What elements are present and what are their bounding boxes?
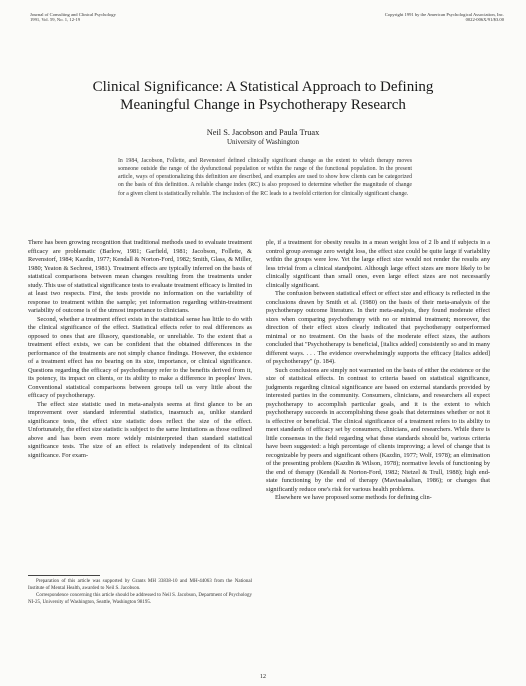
- title-line-1: Clinical Significance: A Statistical Approach to Defining: [92, 79, 434, 95]
- journal-citation: [30, 12, 116, 23]
- body-column-right: [266, 239, 490, 503]
- copyright-text: Copyright 1991 by the American Psychological Association, Inc.: [384, 12, 504, 17]
- paragraph: There has been growing recognition that traditional methods used to evaluate treatment efficacy are problematic (Barlow, 1981; Garfield, 1981; Jacobson, Follette, & Revenstorf, 1984; Kazdin, 1977; Kendall & Norton-Ford, 1982; Smith, Glass, & Miller, 1980; Yeaton & Sechrest, 1981). Treatment effects are typically inferred on the basis of statistical comparisons between mean changes resulting from the treatments under study. This use of statistical significance tests to evaluate treatment efficacy is limited in at least two respects. First, the tests provide no information on the variability of response to treatment within the sample; yet information regarding within-treatment variability of outcome is of the utmost importance to clinicians.: [28, 239, 252, 314]
- correspondence-footnote: Correspondence concerning this article should be addressed to Neil S. Jacobson, Department of Psychology NI-25, University of Washington, Seattle, Washington 98195.: [28, 593, 252, 605]
- copyright-notice: [385, 12, 504, 23]
- funding-footnote: Preparation of this article was supported by Grants MH 33838-10 and MH-44063 from the National Institute of Mental Health, awarded to Neil S. Jacobson.: [28, 579, 252, 591]
- title-line-2: Meaningful Change in Psychotherapy Research: [120, 97, 406, 113]
- footnotes: [28, 579, 252, 607]
- article-abstract: In 1984, Jacobson, Follette, and Revenstorf defined clinically significant change as the extent to which therapy moves someone outside the range of the dysfunctional population or within the range of the functional population. In the present article, ways of operationalizing this definition are described, and examples are used to show how clients can be categorized on the basis of this definition. A reliable change index (RC) is also proposed to determine whether the magnitude of change for a given client is statistically reliable. The inclusion of the RC leads to a twofold criterion for clinically significant change.: [118, 158, 412, 197]
- paragraph: Elsewhere we have proposed some methods for defining clin-: [275, 494, 432, 501]
- paragraph: Second, whether a treatment effect exists in the statistical sense has little to do with the clinical significance of the effect. Statistical effects refer to real differences as opposed to ones that are illusory, questionable, or unreliable. To the extent that a treatment effect exists, we can be confident that the obtained differences in the performance of the treatments are not simply chance findings. However, the existence of a treatment effect has no bearing on its size, importance, or clinical significance. Questions regarding the efficacy of psychotherapy refer to the benefits derived from it, its potency, its impact on clients, or its ability to make a difference in peoples' lives. Conventional statistical comparisons between groups tell us very little about the efficacy of psychotherapy.: [28, 315, 252, 399]
- paragraph: ple, if a treatment for obesity results in a mean weight loss of 2 lb and if subjects in a control group average zero weight loss, the effect size could be quite large if variability within the groups were low. Yet the large effect size would not render the results any less trivial from a clinical standpoint. Although large effect sizes are more likely to be clinically significant than small ones, even large effect sizes are not necessarily clinically significant.: [266, 239, 490, 289]
- article-title: [40, 78, 486, 114]
- article-authors: Neil S. Jacobson and Paula Truax: [206, 128, 320, 137]
- footnote-divider: [28, 575, 100, 576]
- journal-name: Journal of Consulting and Clinical Psychology: [30, 12, 116, 17]
- copyright-code: 0022-006X/91/$3.00: [465, 17, 504, 23]
- paragraph: The confusion between statistical effect or effect size and efficacy is reflected in the conclusions drawn by Smith et al. (1980) on the basis of their meta-analysis of the psychotherapy outcome literature. In their meta-analysis, they found moderate effect sizes when comparing psychotherapy with no or minimal treatment; moreover, the direction of their effect sizes clearly indicated that psychotherapy outperformed minimal or no treatment. On the basis of the moderate effect sizes, the authors concluded that "Psychotherapy is beneficial, [italics added] consistently so and in many different ways. . . . The evidence overwhelmingly supports the efficacy [italics added] of psychotherapy" (p. 184).: [266, 290, 490, 365]
- journal-volume: 1991, Vol. 59, No. 1, 12-19: [30, 17, 81, 23]
- paragraph: The effect size statistic used in meta-analysis seems at first glance to be an improvement over standard inferential statistics, inasmuch as, unlike standard significance tests, the effect size statistic does reflect the size of the effect. Unfortunately, the effect size statistic is subject to the same limitations as those outlined above and has been even more widely misinterpreted than standard statistical significance tests. The size of an effect is relatively independent of its clinical significance. For exam-: [28, 400, 252, 459]
- author-affiliation: University of Washington: [226, 138, 300, 146]
- paragraph: Such conclusions are simply not warranted on the basis of either the existence or the size of statistical effects. In contrast to criteria based on statistical significance, judgments regarding clinical significance are based on external standards provided by interested parties in the community. Consumers, clinicians, and researchers all expect psychotherapy to accomplish particular goals, and it is the extent to which psychotherapy succeeds in accomplishing these goals that determines whether or not it is effective or beneficial. The clinical significance of a treatment refers to its ability to meet standards of efficacy set by consumers, clinicians, and researchers. While there is little consensus in the field regarding what these standards should be, various criteria have been suggested: a high percentage of clients improving; a level of change that is recognizable by peers and significant others (Kazdin, 1977; Wolf, 1978); an elimination of the presenting problem (Kazdin & Wilson, 1978); normative levels of functioning by the end of therapy (Kendall & Norton-Ford, 1982; Nietzel & Trull, 1988); high end-state functioning by the end of therapy (Mavissakalian, 1986); or changes that significantly reduce one's risk for various health problems.: [266, 366, 490, 493]
- body-column-left: [28, 239, 252, 460]
- page-number: 12: [260, 674, 266, 680]
